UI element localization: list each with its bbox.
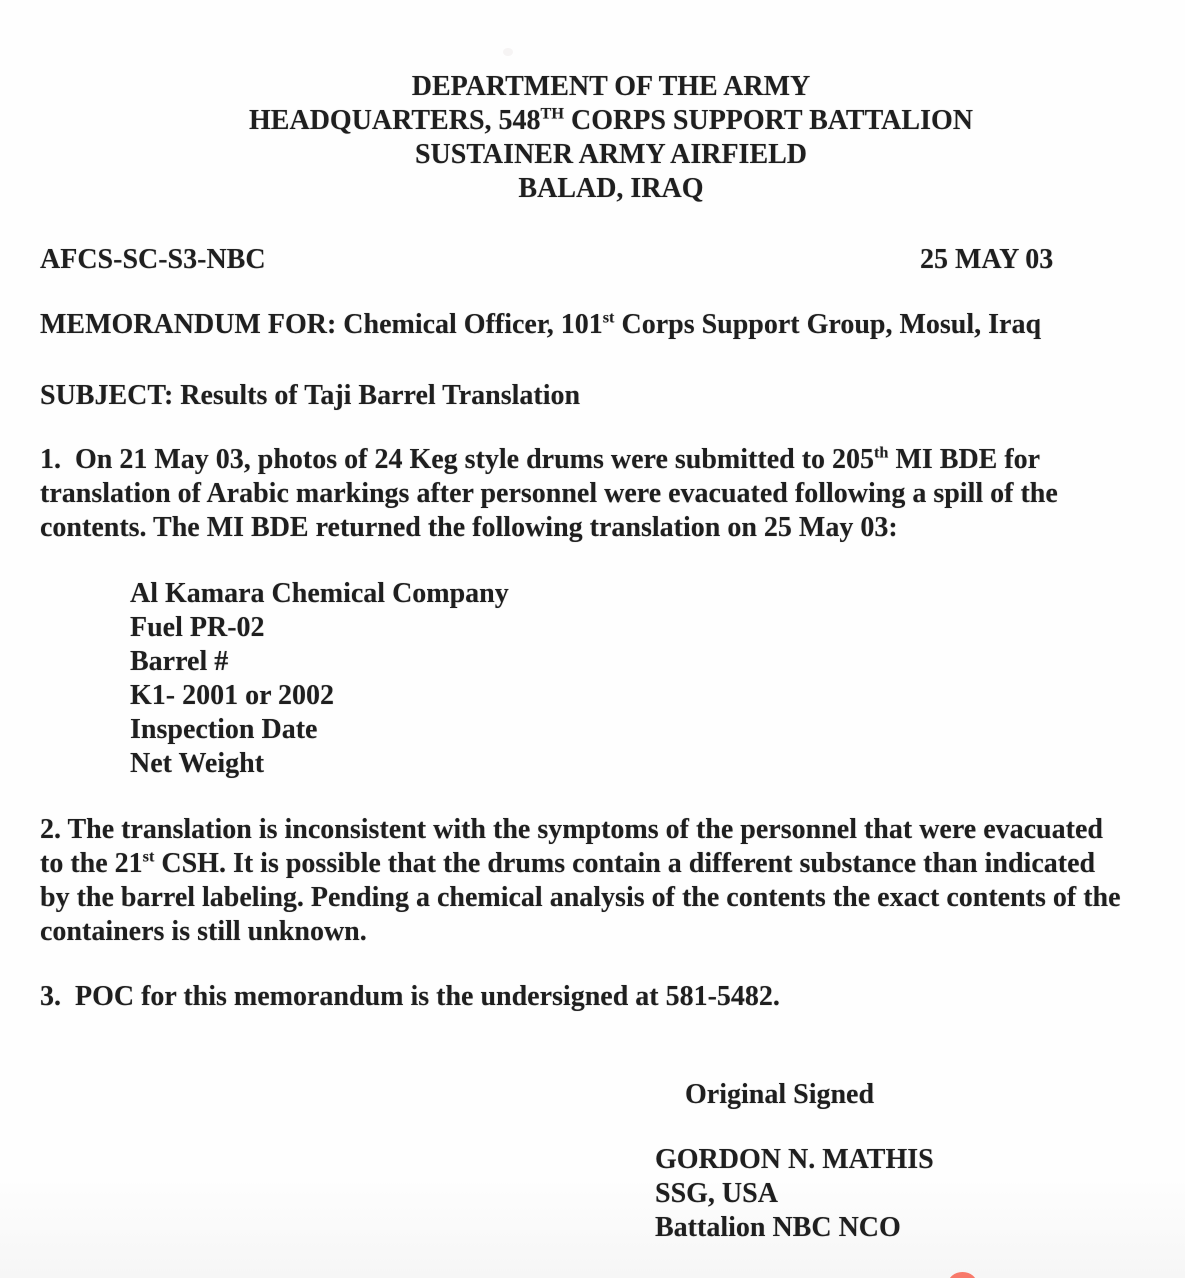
translation-line: Al Kamara Chemical Company — [130, 578, 509, 609]
text-line — [62, 172, 1160, 206]
paragraph-3 — [40, 980, 1160, 1014]
text-line — [40, 308, 1160, 342]
text-line — [40, 915, 1160, 949]
text-line — [40, 847, 1160, 881]
translation-line: K1- 2001 or 2002 — [130, 680, 335, 711]
superscript-text: th — [874, 443, 889, 462]
paragraph-1 — [40, 443, 1160, 545]
text-segment: Corps Support Group, Mosul, Iraq — [614, 309, 1042, 340]
text-line — [62, 104, 1160, 138]
text-segment: 2. The translation is inconsistent with the symptoms of the personnel that were evacuated — [40, 814, 1103, 845]
translation-line: Net Weight — [130, 748, 265, 779]
text-segment: MEMORANDUM FOR: Chemical Officer, 101 — [40, 309, 603, 340]
translation-line: Barrel # — [130, 646, 229, 677]
text-line — [40, 980, 1160, 1014]
text-segment: 3. POC for this memorandum is the undersigned at 581-5482. — [40, 981, 780, 1012]
signature-rank: SSG, USA — [655, 1178, 778, 1209]
subject-line — [40, 379, 1160, 413]
signature-title: Battalion NBC NCO — [655, 1212, 901, 1243]
text-segment: contents. The MI BDE returned the following translation on 25 May 03: — [40, 512, 898, 543]
text-segment: CSH. It is possible that the drums contain a different substance than indicated — [154, 848, 1096, 879]
text-segment: 1. On 21 May 03, photos of 24 Keg style drums were submitted to 205 — [40, 444, 875, 475]
text-segment: DEPARTMENT OF THE ARMY — [411, 71, 811, 102]
memo-date: 25 MAY 03 — [920, 244, 1054, 275]
text-segment: SUSTAINER ARMY AIRFIELD — [414, 139, 808, 170]
text-line — [40, 443, 1160, 477]
superscript-text: st — [142, 847, 155, 866]
translation-list — [130, 577, 1160, 781]
office-symbol-row — [40, 243, 1160, 277]
translation-line: Fuel PR-02 — [130, 612, 265, 643]
text-line — [40, 477, 1160, 511]
signature-name: GORDON N. MATHIS — [655, 1144, 934, 1175]
red-marker-dot — [948, 1272, 977, 1278]
text-line — [40, 379, 1160, 413]
text-segment: to the 21 — [40, 848, 143, 879]
superscript-text: st — [602, 308, 615, 327]
text-segment: containers is still unknown. — [40, 916, 367, 947]
text-line — [40, 813, 1160, 847]
office-symbol: AFCS-SC-S3-NBC — [40, 244, 266, 275]
paragraph-2 — [40, 813, 1160, 949]
letterhead — [62, 70, 1160, 206]
text-segment: SUBJECT: Results of Taji Barrel Translation — [40, 380, 581, 411]
superscript-text: TH — [540, 104, 564, 123]
text-line — [62, 138, 1160, 172]
text-segment: MI BDE for — [888, 444, 1041, 475]
text-line — [40, 511, 1160, 545]
memorandum-for-line — [40, 308, 1160, 342]
text-segment: HEADQUARTERS, 548 — [249, 105, 541, 136]
translation-line: Inspection Date — [130, 714, 318, 745]
original-signed-note: Original Signed — [685, 1079, 875, 1110]
signature-block — [655, 1143, 1160, 1245]
text-segment: by the barrel labeling. Pending a chemical analysis of the contents the exact contents of the — [40, 882, 1121, 913]
text-segment: CORPS SUPPORT BATTALION — [564, 105, 973, 136]
scan-artifact-dot — [503, 48, 513, 56]
text-segment: translation of Arabic markings after personnel were evacuated following a spill of the — [40, 478, 1058, 509]
text-segment: BALAD, IRAQ — [518, 173, 704, 204]
text-line — [62, 70, 1160, 104]
text-line — [40, 881, 1160, 915]
